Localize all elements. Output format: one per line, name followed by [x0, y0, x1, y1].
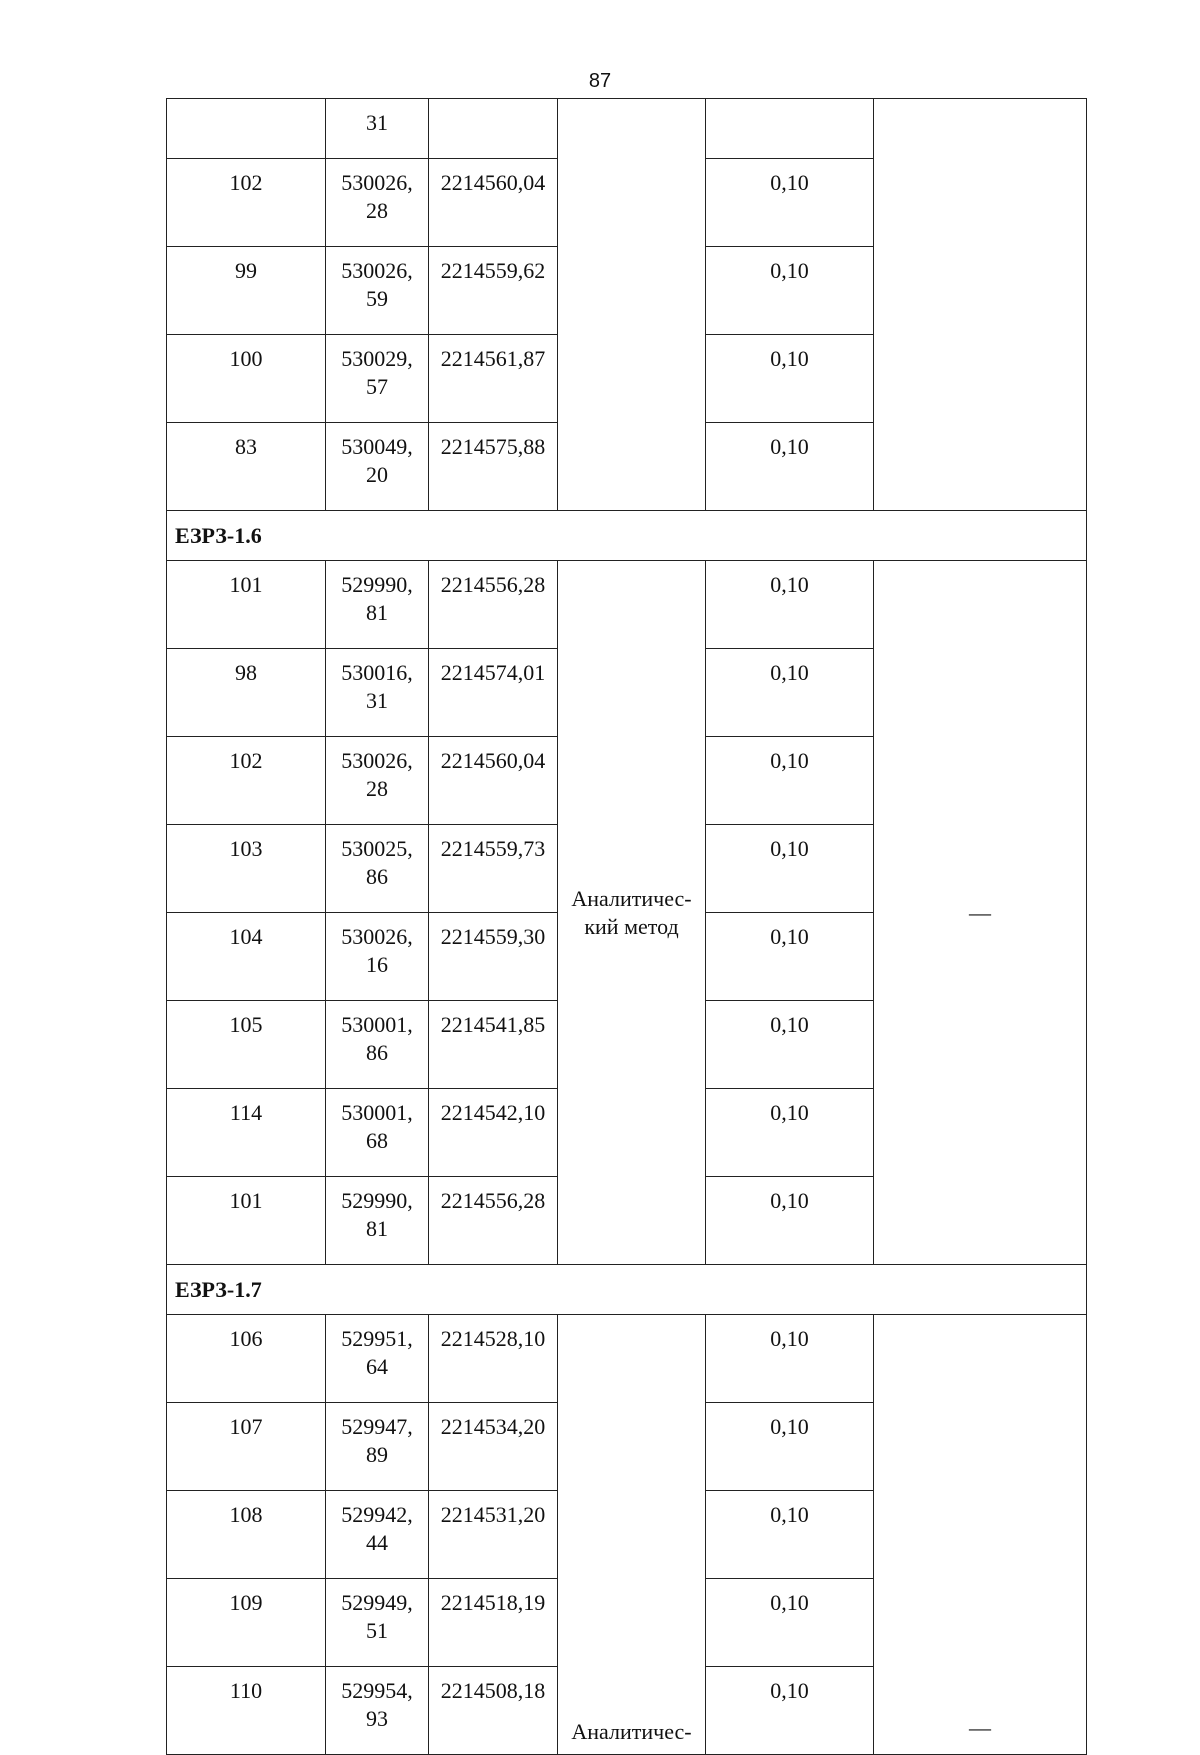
y-coordinate-cell: 2214541,85: [429, 1001, 558, 1089]
x-coordinate-cell: 530026, 28: [326, 159, 429, 247]
x-coordinate-cell: 530026, 28: [326, 737, 429, 825]
point-number-cell: 107: [167, 1403, 326, 1491]
note-cell: [874, 99, 1087, 511]
point-number-cell: 102: [167, 159, 326, 247]
point-number-cell: [167, 99, 326, 159]
y-coordinate-cell: 2214528,10: [429, 1315, 558, 1403]
page-number: 87: [588, 70, 612, 92]
y-coordinate-cell: 2214559,30: [429, 913, 558, 1001]
accuracy-cell: 0,10: [706, 1491, 874, 1579]
y-coordinate-cell: 2214508,18: [429, 1667, 558, 1755]
accuracy-cell: 0,10: [706, 737, 874, 825]
coordinates-table: [166, 98, 1087, 1755]
x-coordinate-cell: 529990, 81: [326, 561, 429, 649]
accuracy-cell: 0,10: [706, 159, 874, 247]
x-coordinate-cell: 530029, 57: [326, 335, 429, 423]
accuracy-cell: 0,10: [706, 1403, 874, 1491]
table-row: [167, 99, 1087, 159]
x-coordinate-cell: 529949, 51: [326, 1579, 429, 1667]
y-coordinate-cell: 2214556,28: [429, 561, 558, 649]
point-number-cell: 114: [167, 1089, 326, 1177]
accuracy-cell: 0,10: [706, 913, 874, 1001]
method-cell: Аналитичес-: [558, 1315, 706, 1755]
accuracy-cell: 0,10: [706, 1579, 874, 1667]
point-number-cell: 99: [167, 247, 326, 335]
y-coordinate-cell: 2214574,01: [429, 649, 558, 737]
x-coordinate-cell: 529954, 93: [326, 1667, 429, 1755]
x-coordinate-cell: 530001, 86: [326, 1001, 429, 1089]
section-header-row: [167, 511, 1087, 561]
accuracy-cell: 0,10: [706, 1001, 874, 1089]
y-coordinate-cell: 2214560,04: [429, 737, 558, 825]
y-coordinate-cell: 2214556,28: [429, 1177, 558, 1265]
y-coordinate-cell: 2214531,20: [429, 1491, 558, 1579]
y-coordinate-cell: 2214561,87: [429, 335, 558, 423]
accuracy-cell: 0,10: [706, 561, 874, 649]
x-coordinate-cell: 530026, 59: [326, 247, 429, 335]
y-coordinate-cell: 2214542,10: [429, 1089, 558, 1177]
x-coordinate-cell: 529947, 89: [326, 1403, 429, 1491]
section-title: ЕЗРЗ-1.7: [167, 1265, 1087, 1315]
x-coordinate-cell: 31: [326, 99, 429, 159]
y-coordinate-cell: 2214518,19: [429, 1579, 558, 1667]
x-coordinate-cell: 529951, 64: [326, 1315, 429, 1403]
x-coordinate-cell: 530025, 86: [326, 825, 429, 913]
point-number-cell: 110: [167, 1667, 326, 1755]
accuracy-cell: 0,10: [706, 247, 874, 335]
y-coordinate-cell: [429, 99, 558, 159]
section-header-row: [167, 1265, 1087, 1315]
x-coordinate-cell: 530016, 31: [326, 649, 429, 737]
accuracy-cell: 0,10: [706, 1667, 874, 1755]
y-coordinate-cell: 2214534,20: [429, 1403, 558, 1491]
accuracy-cell: 0,10: [706, 1177, 874, 1265]
note-cell: —: [874, 561, 1087, 1265]
accuracy-cell: [706, 99, 874, 159]
x-coordinate-cell: 529942, 44: [326, 1491, 429, 1579]
y-coordinate-cell: 2214559,73: [429, 825, 558, 913]
point-number-cell: 108: [167, 1491, 326, 1579]
method-cell: Аналитичес- кий метод: [558, 561, 706, 1265]
x-coordinate-cell: 530026, 16: [326, 913, 429, 1001]
point-number-cell: 100: [167, 335, 326, 423]
point-number-cell: 104: [167, 913, 326, 1001]
accuracy-cell: 0,10: [706, 825, 874, 913]
accuracy-cell: 0,10: [706, 649, 874, 737]
y-coordinate-cell: 2214575,88: [429, 423, 558, 511]
point-number-cell: 83: [167, 423, 326, 511]
point-number-cell: 102: [167, 737, 326, 825]
x-coordinate-cell: 530001, 68: [326, 1089, 429, 1177]
table-row: [167, 561, 1087, 649]
point-number-cell: 101: [167, 561, 326, 649]
accuracy-cell: 0,10: [706, 1315, 874, 1403]
accuracy-cell: 0,10: [706, 423, 874, 511]
method-cell: [558, 99, 706, 511]
point-number-cell: 109: [167, 1579, 326, 1667]
x-coordinate-cell: 530049, 20: [326, 423, 429, 511]
accuracy-cell: 0,10: [706, 335, 874, 423]
section-title: ЕЗРЗ-1.6: [167, 511, 1087, 561]
point-number-cell: 101: [167, 1177, 326, 1265]
point-number-cell: 98: [167, 649, 326, 737]
point-number-cell: 106: [167, 1315, 326, 1403]
table-row: [167, 1315, 1087, 1403]
x-coordinate-cell: 529990, 81: [326, 1177, 429, 1265]
point-number-cell: 105: [167, 1001, 326, 1089]
y-coordinate-cell: 2214560,04: [429, 159, 558, 247]
accuracy-cell: 0,10: [706, 1089, 874, 1177]
point-number-cell: 103: [167, 825, 326, 913]
y-coordinate-cell: 2214559,62: [429, 247, 558, 335]
note-cell: —: [874, 1315, 1087, 1755]
